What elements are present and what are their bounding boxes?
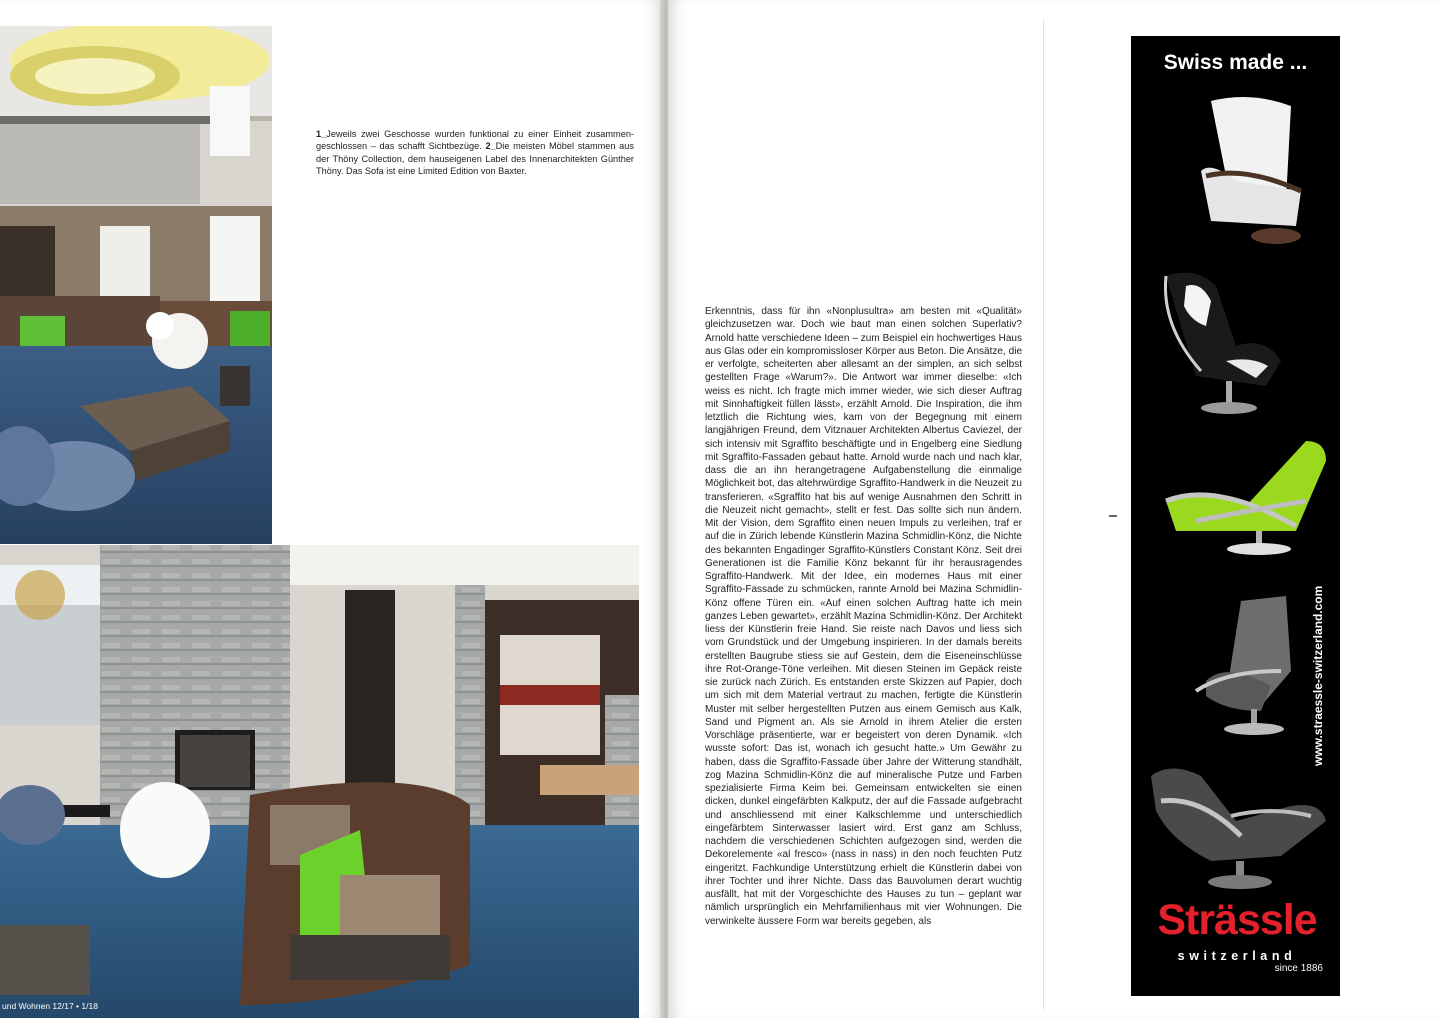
interior-photo-2 — [0, 545, 639, 1018]
left-page — [0, 0, 664, 1018]
article-body: Erkenntnis, dass für ihn «Nonplusultra» am besten mit «Qualität» gleichzusetzen war. Doch wie baut man einen solchen Superlativ? Arnold hatte verschiedene Ideen – zum Beispiel ein hochwertiges Haus aus Glas oder ein kompromissloser Körper aus Beton. Die Ansätze, die er verfolgte, scheiterten aber allesamt an der simplen, an sich selbst gestellten Frage «Warum?». Die Antwort war immer dieselbe: «Ich weiss es nicht. Ich fragte mich immer wieder, wie sich dieser Auftrag mit Sinnhaftigkeit füllen lässt», erzählt Arnold. Die Inspiration, die ihm letztlich die Richtung wies, kam von der Begegnung mit einem langjährigen Freund, dem Vitznauer Architekten Albertus Caviezel, der sich intensiv mit Sgraffito beschäftigte und in Engelberg eine Siedlung mit Sgraffito-Fassaden gebaut hatte. Arnold wurde nach und nach klar, dass die an ihn herangetragene Aufgabenstellung die einmalige Möglichkeit bot, das altehrwürdige Sgraffito-Handwerk in die Neuzeit zu transferieren. «Sgraffito hat bis auf wenige Ausnahmen den Schritt in die Neuzeit nicht gemacht», stellt er fest. Das sollte sich nun ändern. Mit der Vision, dem Sgraffito einen neuen Impuls zu verleihen, traf er auf die in Zürich lebende Künstlerin Mazina Schmidlin-Könz, die Nichte des bekannten Engadinger Sgraffito-Künstlers Constant Könz. Seit drei Generationen ist die Familie Könz bekannt für ihr herausragendes Sgraffito-Handwerk. Mit der Idee, ein modernes Haus mit einer Sgraffito-Fassade zu schmücken, rannte Arnold bei Mazina Schmidlin-Könz offene Türen ein. «Auf einen solchen Auftrag hatte ich mein ganzes Leben gewartet», erzählt Mazina Schmidlin-Könz. Der Architekt liess der Künstlerin freie Hand. Sie reiste nach Davos und liess sich vom Grundstück und der Umgebung inspirieren. In der damals bereits erstellten Baugrube stiess sie auf Gestein, dem die Eiseneinschlüsse ihre Rot-Orange-Töne verleihen. Mit diesen Steinen im Gepäck reiste sie zurück nach Zürich. Es entstanden erste Skizzen auf Papier, doch um sich mit dem Material vertraut zu machen, fertigte die Künstlerin Muster mit selber hergestellten Putzen aus einem Gemisch aus Kalk, Sand und Pigment an. Als sie Arnold in ihrem Atelier die ersten Vorschläge präsentierte, war er begeistert von deren Dynamik. «Ich wusste sofort: Das ist, wonach ich gesucht hatte.» Um Gewähr zu haben, dass die Sgraffito-Fassade über Jahre der Witterung standhält, zog Mazina Schmidlin-Könz die auf mineralische Putze und Farben spezialisierte Firma Keim bei. Gemeinsam entwickelten sie einen dicken, dunkel eingefärbten Kalkputz, der auf die Fassade aufgebracht und anschliessend mit einer Kalkschlemme und unterschiedlich eingefärbtem Sinterwasser lasiert wird. Erst ganz am Schluss, nachdem die verschiedenen Schichten aufgezogen sind, werden die Dekorelemente «al fresco» (nass in nass) in den noch feuchten Putz eingeritzt. Fachkundige Unterstützung erhielt die Künstlerin dabei von ihrer Tochter und ihrer Nichte. Dass das Bauvolumen derart wuchtig ausfällt, hat mit der Vorgeschichte des Hauses zu tun – geplant war nämlich ursprünglich ein Mehrfamilienhaus mit vier Wohnungen. Die verwinkelte äussere Form war bereits gegeben, als — [705, 306, 1022, 927]
caption-number-1: 1_ — [316, 129, 327, 139]
interior-photo-1 — [0, 26, 272, 544]
green-recliner-image — [1156, 431, 1331, 561]
white-recliner-image — [1191, 91, 1311, 251]
dark-recliner-image — [1141, 761, 1331, 896]
column-rule — [1043, 20, 1044, 1010]
grey-recliner-image — [1181, 591, 1311, 741]
ad-headline: Swiss made ... — [1163, 51, 1308, 74]
photo-caption — [316, 128, 634, 177]
ad-url-text[interactable] — [1293, 576, 1325, 766]
strassle-advertisement — [1131, 36, 1340, 996]
page-folio: und Wohnen 12/17 • 1/18 — [2, 1001, 98, 1011]
caption-number-2: 2_ — [485, 141, 496, 152]
ad-url-label[interactable]: www.straessle-switzerland.com — [1311, 585, 1325, 766]
logo-since: since 1886 — [1274, 963, 1323, 974]
logo-subline: switzerland — [1177, 949, 1297, 963]
strassle-logo — [1145, 896, 1329, 986]
caption-text-2: Die meisten Möbel stammen aus der Thöny Collection, dem hauseigenen Label des Innenarchitekten Günther Thöny. Das Sofa ist eine Limited Edition von Baxter. — [316, 141, 634, 176]
caption-text-1: Jeweils zwei Geschosse wurden funktional zu einer Einheit zusammen-geschlossen – das schafft Sichtbezüge. — [316, 129, 634, 152]
cowhide-chair-image — [1156, 266, 1286, 416]
logo-brand-name: Strässle — [1157, 896, 1317, 944]
stray-mark — [1109, 515, 1117, 517]
